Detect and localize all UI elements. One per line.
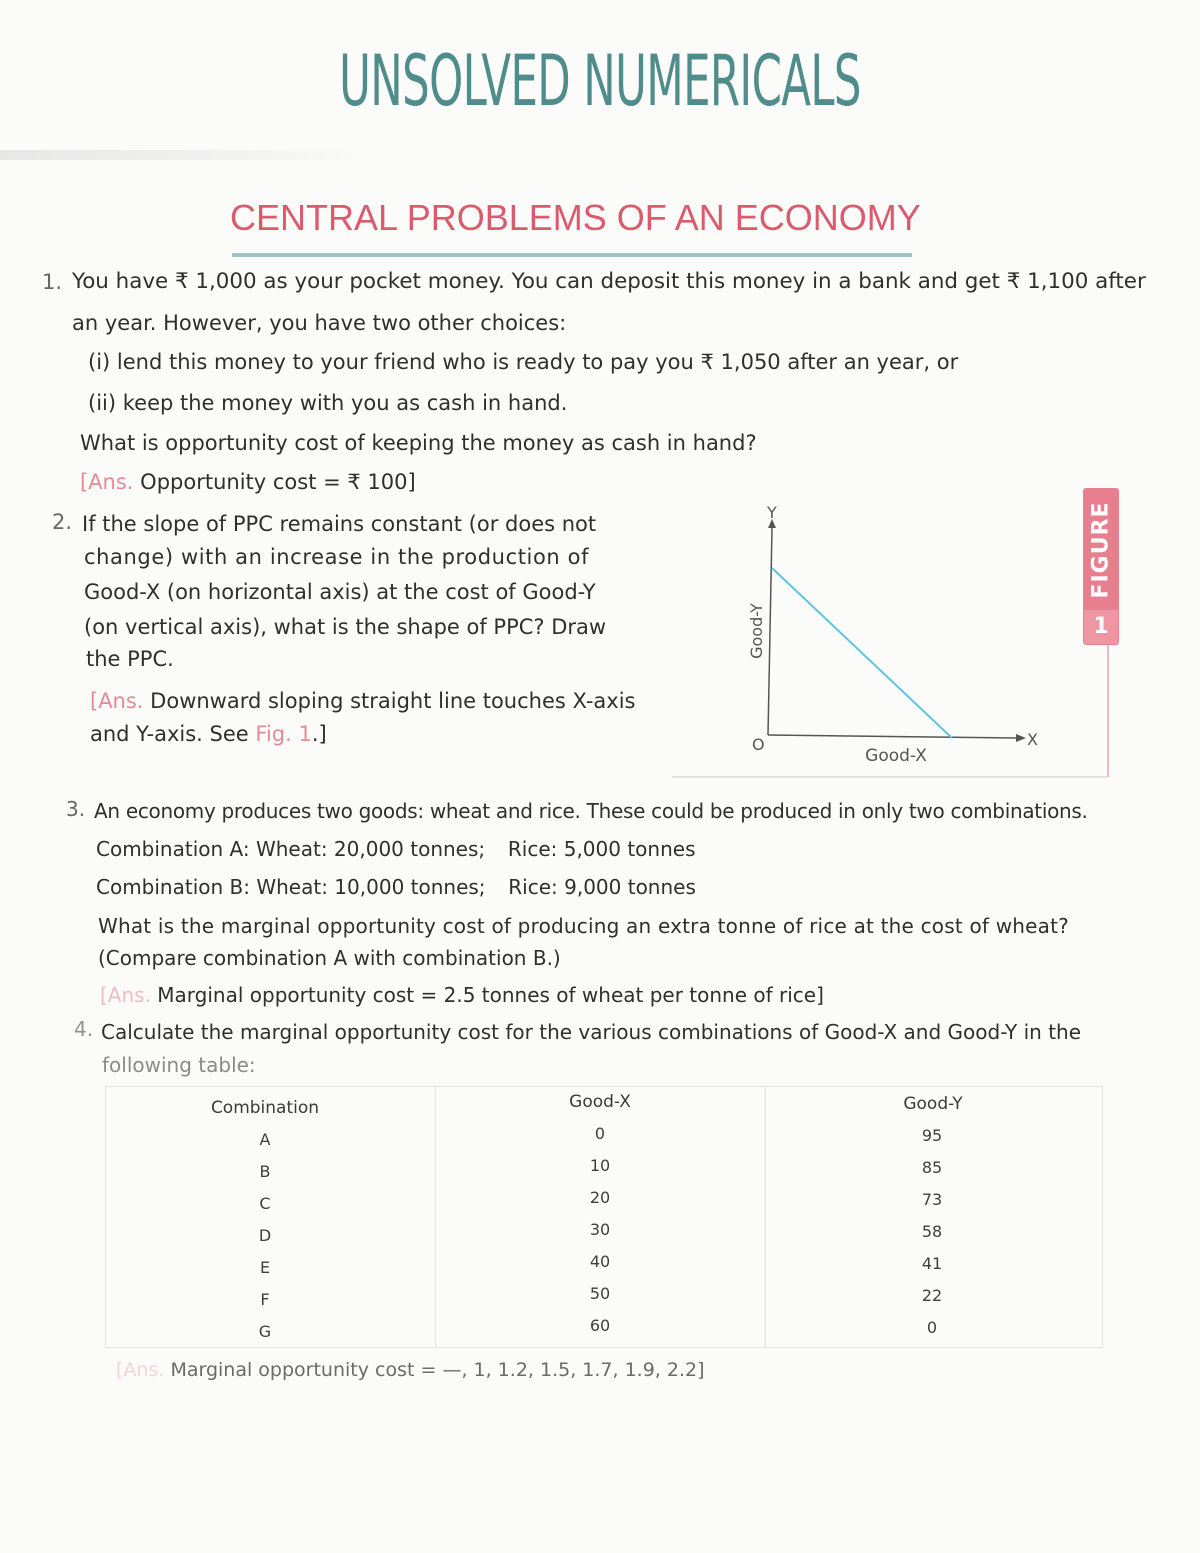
x-axis-arrow bbox=[1016, 734, 1026, 742]
q1-option-1: (i) lend this money to your friend who is ready to pay you ₹ 1,050 after an year, or bbox=[88, 350, 959, 374]
table-cell-good-x: 30 bbox=[589, 1220, 611, 1239]
q3-question-line1: What is the marginal opportunity cost of producing an extra tonne of rice at the cost of wheat? bbox=[98, 914, 1069, 938]
q3-line1: An economy produces two goods: wheat and rice. These could be produced in only two combinations. bbox=[94, 799, 1088, 823]
q2-number: 2. bbox=[52, 510, 73, 534]
q3-combo-b-label: Combination B: bbox=[96, 875, 250, 899]
q2-answer-suffix: .] bbox=[311, 722, 327, 746]
scan-smudge bbox=[0, 150, 380, 160]
q4-answer-label: [Ans. bbox=[116, 1359, 165, 1381]
q4-answer-text: Marginal opportunity cost = —, 1, 1.2, 1.5, 1.7, 1.9, 2.2] bbox=[170, 1359, 705, 1381]
q2-answer-text: Downward sloping straight line touches X-axis bbox=[150, 689, 636, 713]
q2-line: If the slope of PPC remains constant (or does not bbox=[82, 512, 597, 536]
q1-line1: You have ₹ 1,000 as your pocket money. You can deposit this money in a bank and get ₹ 1,100 after bbox=[72, 269, 1146, 294]
origin-label: O bbox=[752, 735, 765, 754]
table-cell-good-x: 10 bbox=[589, 1156, 611, 1175]
table-divider bbox=[765, 1086, 766, 1348]
table-cell-good-y: 85 bbox=[921, 1158, 943, 1177]
table-cell-combination: G bbox=[258, 1322, 272, 1341]
q3-number: 3. bbox=[66, 797, 86, 821]
q3-answer-text: Marginal opportunity cost = 2.5 tonnes of wheat per tonne of rice] bbox=[157, 983, 824, 1007]
q3-combo-a-rice: Rice: 5,000 tonnes bbox=[507, 837, 696, 861]
q1-option-2: (ii) keep the money with you as cash in hand. bbox=[88, 391, 568, 415]
ppc-figure bbox=[670, 495, 1110, 780]
y-axis bbox=[768, 528, 772, 735]
q1-answer-label: [Ans. bbox=[80, 470, 134, 494]
table-cell-good-x: 50 bbox=[589, 1284, 611, 1303]
table-cell-combination: F bbox=[260, 1290, 270, 1309]
q1-number: 1. bbox=[42, 270, 63, 294]
table-cell-good-x: 0 bbox=[594, 1124, 606, 1143]
q2-line: the PPC. bbox=[86, 647, 174, 671]
combinations-table bbox=[105, 1086, 1103, 1348]
q3-combination-a bbox=[96, 835, 696, 863]
q3-combo-b-wheat: Wheat: 10,000 tonnes; bbox=[256, 875, 486, 899]
table-header-good-y: Good-Y bbox=[903, 1094, 963, 1114]
q2-answer-line2 bbox=[90, 720, 327, 748]
table-cell-combination: C bbox=[259, 1194, 271, 1213]
figure-reference-link: Fig. 1 bbox=[255, 722, 312, 746]
q3-answer-label: [Ans. bbox=[100, 983, 151, 1007]
table-cell-combination: A bbox=[259, 1130, 271, 1149]
q3-combo-a-label: Combination A: bbox=[96, 837, 250, 861]
q4-number: 4. bbox=[74, 1017, 94, 1041]
table-cell-good-y: 41 bbox=[921, 1254, 943, 1273]
q4-line1: Calculate the marginal opportunity cost for the various combinations of Good-X and Good-Y in the bbox=[101, 1020, 1082, 1044]
table-cell-good-x: 20 bbox=[589, 1188, 611, 1207]
section-underline bbox=[232, 253, 912, 257]
x-axis-label: Good-X bbox=[865, 746, 927, 766]
table-header-good-x: Good-X bbox=[569, 1092, 631, 1112]
x-axis-letter: X bbox=[1027, 730, 1038, 749]
table-cell-good-y: 95 bbox=[921, 1126, 943, 1145]
q2-line: Good-X (on horizontal axis) at the cost of Good-Y bbox=[84, 580, 596, 604]
q2-answer-prefix: and Y-axis. See bbox=[90, 722, 249, 746]
figure-tab-label: FIGURE bbox=[1088, 501, 1114, 599]
section-title: CENTRAL PROBLEMS OF AN ECONOMY bbox=[230, 197, 921, 238]
q3-combination-b bbox=[96, 873, 696, 901]
q1-answer bbox=[80, 468, 416, 496]
x-axis bbox=[768, 735, 1020, 738]
q3-question-line2: (Compare combination A with combination B.) bbox=[98, 946, 561, 970]
q3-combo-b-rice: Rice: 9,000 tonnes bbox=[508, 875, 696, 899]
table-cell-good-x: 60 bbox=[589, 1316, 611, 1335]
table-cell-combination: D bbox=[258, 1226, 272, 1245]
ppc-line bbox=[772, 568, 952, 738]
table-cell-good-x: 40 bbox=[589, 1252, 611, 1271]
page-title: UNSOLVED NUMERICALS bbox=[339, 40, 861, 122]
q3-combo-a-wheat: Wheat: 20,000 tonnes; bbox=[255, 837, 486, 861]
q2-line: change) with an increase in the production of bbox=[84, 545, 590, 569]
q2-line: (on vertical axis), what is the shape of PPC? Draw bbox=[84, 615, 607, 639]
table-cell-good-y: 0 bbox=[926, 1318, 938, 1337]
q1-question: What is opportunity cost of keeping the money as cash in hand? bbox=[80, 431, 757, 455]
table-cell-combination: E bbox=[259, 1258, 271, 1277]
q1-answer-text: Opportunity cost = ₹ 100] bbox=[140, 470, 416, 494]
q3-answer bbox=[100, 981, 824, 1009]
table-cell-good-y: 58 bbox=[921, 1222, 943, 1241]
table-header-combination: Combination bbox=[210, 1098, 320, 1118]
q4-answer bbox=[116, 1356, 705, 1384]
table-cell-good-y: 22 bbox=[921, 1286, 943, 1305]
table-cell-good-y: 73 bbox=[921, 1190, 943, 1209]
q2-answer-label: [Ans. bbox=[90, 689, 144, 713]
figure-tab-number: 1 bbox=[1084, 610, 1118, 644]
q1-line2: an year. However, you have two other choices: bbox=[72, 311, 567, 335]
table-cell-combination: B bbox=[259, 1162, 271, 1181]
q4-line2: following table: bbox=[102, 1053, 256, 1077]
table-divider bbox=[435, 1086, 436, 1348]
y-axis-letter: Y bbox=[767, 503, 777, 522]
q2-answer-line1 bbox=[90, 687, 636, 715]
y-axis-label: Good-Y bbox=[747, 603, 766, 659]
